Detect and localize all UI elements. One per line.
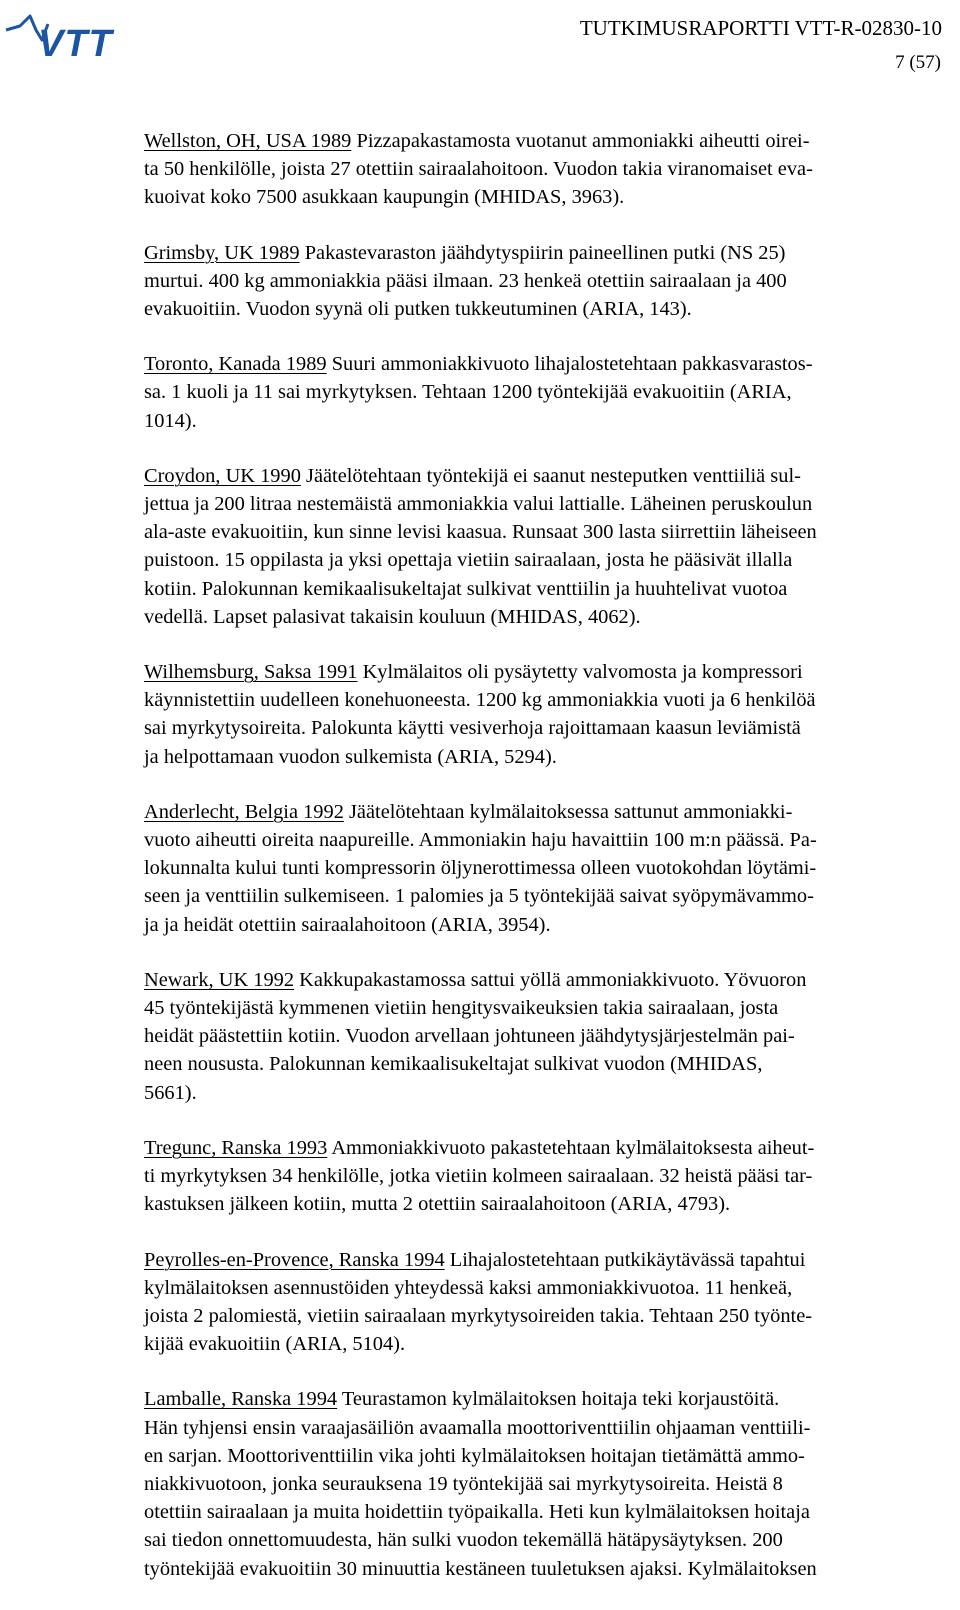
incident-entry bbox=[144, 658, 944, 771]
incident-text-line: evakuoitiin. Vuodon syynä oli putken tukkeutuminen (ARIA, 143). bbox=[144, 298, 692, 321]
incident-place-year: Lamballe, Ranska 1994 bbox=[144, 1388, 338, 1411]
report-id: TUTKIMUSRAPORTTI VTT-R-02830-10 bbox=[579, 16, 942, 40]
incident-entry bbox=[144, 798, 944, 939]
incident-place-year: Peyrolles-en-Provence, Ranska 1994 bbox=[144, 1248, 445, 1271]
incident-text-line: Ammoniakkivuoto pakastetehtaan kylmälaitoksesta aiheut- bbox=[331, 1136, 815, 1159]
incident-text-line: työntekijää evakuoitiin 30 minuuttia kestäneen tuuletuksen ajaksi. Kylmälaitoksen bbox=[144, 1557, 817, 1580]
incident-text-line: Kakkupakastamossa sattui yöllä ammoniakkivuoto. Yövuoron bbox=[299, 968, 807, 991]
incident-text-line: Kylmälaitos oli pysäytetty valvomosta ja kompressori bbox=[362, 661, 803, 684]
incident-text-line: Jäätelötehtaan kylmälaitoksessa sattunut ammoniakki- bbox=[349, 800, 793, 823]
incident-place-year: Wellston, OH, USA 1989 bbox=[144, 130, 352, 152]
incident-text-line: lokunnalta kului tunti kompressorin öljynerottimessa olleen vuotokohdan löytämi- bbox=[144, 857, 817, 880]
incident-text-line: ta 50 henkilölle, joista 27 otettiin sairaalahoitoon. Vuodon takia viranomaiset eva- bbox=[144, 158, 813, 181]
incident-text-line: Jäätelötehtaan työntekijä ei saanut nesteputken venttiiliä sul- bbox=[306, 464, 801, 487]
vtt-logo bbox=[4, 6, 156, 62]
incident-text-line: Pizzapakastamosta vuotanut ammoniakki aiheutti oirei- bbox=[356, 130, 810, 152]
incident-text-line: 1014). bbox=[144, 409, 197, 432]
incident-text-line: 45 työntekijästä kymmenen vietiin hengitysvaikeuksien takia sairaalaan, josta bbox=[144, 997, 779, 1020]
incident-place-year: Newark, UK 1992 bbox=[144, 968, 295, 991]
incident-place-year: Grimsby, UK 1989 bbox=[144, 241, 300, 264]
incident-text-line: seen ja venttiilin sulkemiseen. 1 palomies ja 5 työntekijää saivat syöpymävammo- bbox=[144, 885, 814, 908]
incident-place-year: Wilhemsburg, Saksa 1991 bbox=[144, 661, 358, 684]
incident-place-year: Toronto, Kanada 1989 bbox=[144, 353, 327, 376]
incident-text-line: ti myrkytyksen 34 henkilölle, jotka vietiin kolmeen sairaalaan. 32 heistä pääsi tar- bbox=[144, 1165, 813, 1188]
incident-text-line: vedellä. Lapset palasivat takaisin kouluun (MHIDAS, 4062). bbox=[144, 605, 641, 628]
incident-text-line: heidät päästettiin kotiin. Vuodon arvellaan johtuneen jäähdytysjärjestelmän pai- bbox=[144, 1025, 795, 1048]
incident-text-line: kuoivat koko 7500 asukkaan kaupungin (MHIDAS, 3963). bbox=[144, 186, 625, 209]
incident-entry bbox=[144, 1246, 944, 1359]
incident-place-year: Tregunc, Ranska 1993 bbox=[144, 1136, 328, 1159]
incident-text-line: murtui. 400 kg ammoniakkia pääsi ilmaan. 23 henkeä otettiin sairaalaan ja 400 bbox=[144, 269, 787, 292]
incident-entry bbox=[144, 1134, 944, 1219]
incident-entry bbox=[144, 1385, 944, 1582]
incident-text-line: niakkivuotoon, jonka seurauksena 19 työntekijää sai myrkytysoireita. Heistä 8 bbox=[144, 1472, 783, 1495]
incident-text-line: ala-aste evakuoitiin, kun sinne levisi kaasua. Runsaat 300 lasta siirrettiin läheiseen bbox=[144, 521, 817, 544]
incident-place-year: Anderlecht, Belgia 1992 bbox=[144, 800, 344, 823]
incident-text-line: ja ja heidät otettiin sairaalahoitoon (ARIA, 3954). bbox=[144, 913, 551, 936]
incident-text-line: Hän tyhjensi ensin varaajasäiliön avaamalla moottoriventtiilin ohjaaman venttiili- bbox=[144, 1416, 811, 1439]
incident-text-line: puistoon. 15 oppilasta ja yksi opettaja vietiin sairaalaan, josta he pääsivät illalla bbox=[144, 549, 793, 572]
incident-place-year: Croydon, UK 1990 bbox=[144, 464, 301, 487]
incident-text-line: Lihajalostetehtaan putkikäytävässä tapahtui bbox=[449, 1248, 806, 1271]
incident-text-line: kijää evakuoitiin (ARIA, 5104). bbox=[144, 1333, 406, 1356]
incident-text-line: otettiin sairaalaan ja muita hoidettiin työpaikalla. Heti kun kylmälaitoksen hoitaja bbox=[144, 1501, 810, 1524]
incident-entry bbox=[144, 966, 944, 1107]
incident-entry bbox=[144, 239, 944, 324]
incident-text-line: en sarjan. Moottoriventtiilin vika johti kylmälaitoksen hoitajan tietämättä ammo- bbox=[144, 1444, 805, 1467]
incident-entry bbox=[144, 462, 944, 631]
incident-text-line: ja helpottamaan vuodon sulkemista (ARIA, 5294). bbox=[144, 745, 557, 768]
incident-text-line: vuoto aiheutti oireita naapureille. Ammoniakin haju havaittiin 100 m:n päässä. Pa- bbox=[144, 829, 817, 852]
incident-text-line: Suuri ammoniakkivuoto lihajalostetehtaan pakkasvarastos- bbox=[331, 353, 813, 376]
incident-list bbox=[144, 127, 944, 1610]
incident-text-line: 5661). bbox=[144, 1081, 197, 1104]
page-number: 7 (57) bbox=[895, 52, 941, 73]
incident-entry bbox=[144, 350, 944, 435]
incident-text-line: sa. 1 kuoli ja 11 sai myrkytyksen. Tehtaan 1200 työntekijää evakuoitiin (ARIA, bbox=[144, 381, 792, 404]
logo-text: VTT bbox=[38, 23, 113, 62]
incident-text-line: Teurastamon kylmälaitoksen hoitaja teki korjaustöitä. bbox=[341, 1388, 780, 1411]
incident-entry bbox=[144, 127, 944, 212]
incident-text-line: jettua ja 200 litraa nestemäistä ammoniakkia valui lattialle. Läheinen peruskoulun bbox=[144, 493, 813, 516]
incident-text-line: kastuksen jälkeen kotiin, mutta 2 otettiin sairaalahoitoon (ARIA, 4793). bbox=[144, 1193, 731, 1216]
incident-text-line: joista 2 palomiestä, vietiin sairaalaan myrkytysoireiden takia. Tehtaan 250 työnte- bbox=[144, 1304, 813, 1327]
incident-text-line: Pakastevaraston jäähdytyspiirin paineellinen putki (NS 25) bbox=[304, 241, 786, 264]
incident-text-line: kotiin. Palokunnan kemikaalisukeltajat sulkivat venttiilin ja huuhtelivat vuotoa bbox=[144, 577, 788, 600]
incident-text-line: sai tiedon onnettomuudesta, hän sulki vuodon tekemällä hätäpysäytyksen. 200 bbox=[144, 1529, 783, 1552]
incident-text-line: käynnistettiin uudelleen konehuoneesta. 1200 kg ammoniakkia vuoti ja 6 henkilöä bbox=[144, 689, 816, 712]
incident-text-line: sai myrkytysoireita. Palokunta käytti vesiverhoja rajoittamaan kaasun leviämistä bbox=[144, 717, 801, 740]
incident-text-line: kylmälaitoksen asennustöiden yhteydessä kaksi ammoniakkivuotoa. 11 henkeä, bbox=[144, 1276, 793, 1299]
incident-text-line: neen noususta. Palokunnan kemikaalisukeltajat sulkivat vuodon (MHIDAS, bbox=[144, 1053, 763, 1076]
